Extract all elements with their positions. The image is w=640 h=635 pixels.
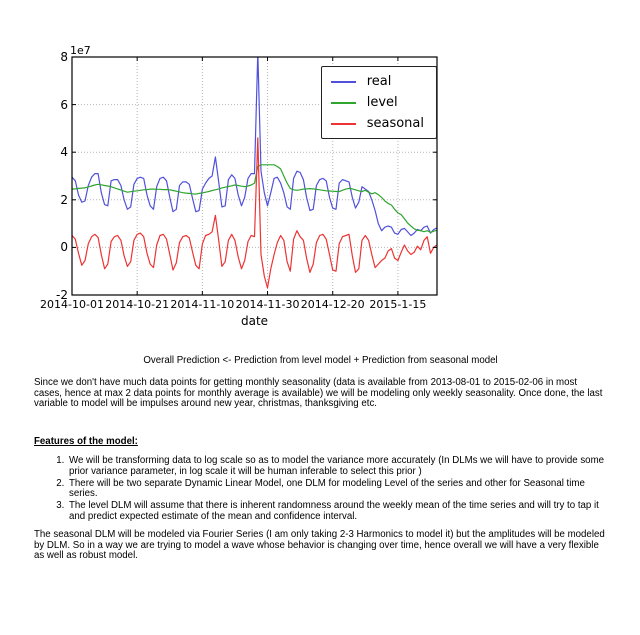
legend-label: seasonal: [366, 116, 424, 131]
y-axis-offset-label: 1e7: [70, 44, 91, 57]
legend-item-seasonal: [331, 113, 424, 134]
x-tick-label: 2015-1-15: [369, 298, 427, 311]
intro-paragraph: Since we don't have much data points for getting monthly seasonality (data is available from 2013-08-01 to 2015-02-06 in most cases, hence at max 2 data points for monthly average is available) we will be modeling only weekly seasonality. Once done, the last variable to model will be impulses around new year, christmas, thanksgiving etc.: [34, 376, 603, 410]
x-tick-label: 2014-10-01: [40, 298, 104, 311]
legend-label: real: [366, 74, 392, 89]
x-tick-label: 2014-10-21: [105, 298, 170, 311]
x-axis-tick-labels: [40, 298, 437, 311]
legend-item-level: [331, 92, 424, 113]
feature-item-2: 2. There will be two separate Dynamic Linear Model, one DLM for modeling Level of the series and other for Seasonal time series.: [67, 479, 607, 501]
legend-label: level: [366, 95, 398, 110]
features-heading: Features of the model:: [34, 436, 138, 448]
features-list: [34, 456, 607, 523]
y-tick-label: 6: [60, 97, 68, 112]
chart-figure: [40, 44, 448, 336]
x-tick-label: 2014-11-30: [235, 298, 300, 311]
overall-prediction-note: Overall Prediction <- Prediction from level model + Prediction from seasonal model: [143, 355, 498, 366]
x-tick-label: 2014-12-20: [300, 298, 365, 311]
chart-legend: [321, 66, 437, 139]
feature-item-1: 1. We will be transforming data to log scale so as to model the variance more accurately (In DLMs we will have to provide some prior variance parameter, in log scale it will be human inferable to select this prior ): [67, 456, 607, 478]
x-tick-label: 2014-11-10: [170, 298, 235, 311]
y-tick-label: 8: [60, 50, 68, 64]
legend-item-real: [331, 71, 424, 92]
y-tick-label: 4: [60, 145, 68, 160]
document-body: [34, 356, 607, 562]
feature-item-3: 3. The level DLM will assume that there is inherent randomness around the weekly mean of the time series and will try to tap it and predict expected estimate of the mean and confidence interval.: [67, 501, 607, 523]
closing-paragraph: The seasonal DLM will be modeled via Fourier Series (I am only taking 2-3 Harmonics to model it) but the amplitudes will be modeled by DLM. So in a way we are trying to model a wave whose behavior is changing over time, hence overall we will have a very flexible as well as robust model.: [34, 528, 605, 562]
legend-swatch-seasonal: [331, 123, 356, 125]
y-axis-tick-labels: [56, 50, 69, 302]
legend-swatch-level: [331, 102, 356, 104]
y-tick-label: -2: [56, 288, 68, 302]
x-axis-label: date: [240, 314, 269, 328]
y-tick-label: 0: [60, 240, 68, 255]
legend-swatch-real: [331, 81, 356, 83]
y-tick-label: 2: [60, 192, 68, 207]
